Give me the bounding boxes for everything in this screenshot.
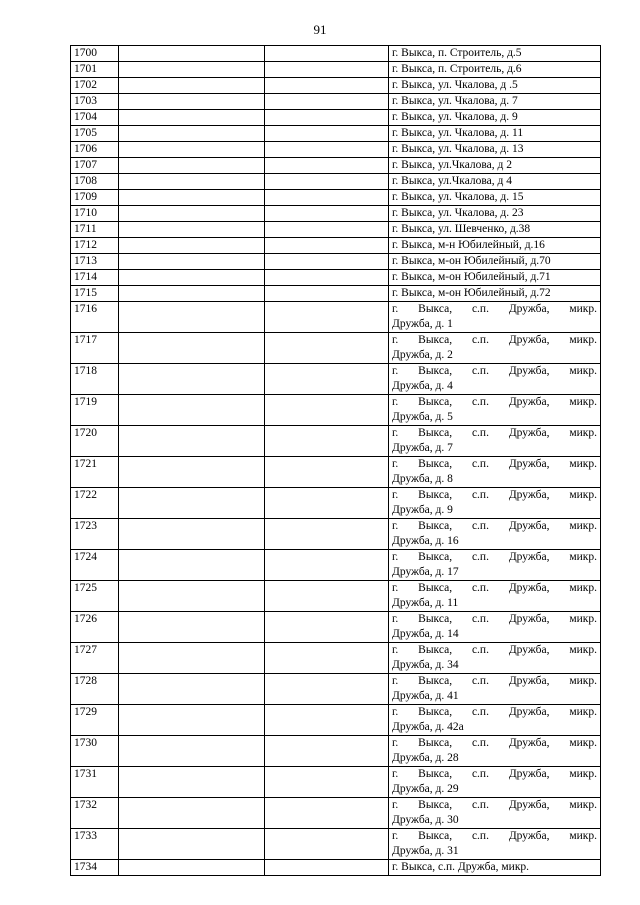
empty-cell [265,254,389,270]
address-line-1: г. Выкса, с.п. Дружба, микр. [392,799,597,811]
row-number: 1730 [71,736,119,767]
table-row [71,302,601,333]
address-line-1: г. Выкса, ул. Шевченко, д.38 [392,223,531,235]
address-line-1: г. Выкса, с.п. Дружба, микр. [392,737,597,749]
row-number: 1731 [71,767,119,798]
address-cell [389,222,601,238]
empty-cell [265,426,389,457]
table-row [71,238,601,254]
address-cell [389,158,601,174]
address-cell [389,238,601,254]
empty-cell [119,674,265,705]
address-line-2: Дружба, д. 29 [392,783,459,795]
empty-cell [119,395,265,426]
address-line-2: Дружба, д. 5 [392,411,453,423]
table-row [71,674,601,705]
empty-cell [265,206,389,222]
empty-cell [119,158,265,174]
row-number: 1716 [71,302,119,333]
table-row [71,174,601,190]
empty-cell [119,798,265,829]
address-line-1: г. Выкса, ул. Чкалова, д. 7 [392,95,518,107]
address-cell [389,206,601,222]
row-number: 1723 [71,519,119,550]
empty-cell [119,190,265,206]
address-line-1: г. Выкса, с.п. Дружба, микр. [392,303,597,315]
address-line-1: г. Выкса, ул.Чкалова, д 4 [392,175,513,187]
table-row [71,333,601,364]
empty-cell [119,222,265,238]
empty-cell [119,333,265,364]
empty-cell [265,643,389,674]
address-line-2: Дружба, д. 16 [392,535,459,547]
empty-cell [265,94,389,110]
empty-cell [265,174,389,190]
row-number: 1708 [71,174,119,190]
address-line-2: Дружба, д. 28 [392,752,459,764]
empty-cell [119,519,265,550]
address-line-1: г. Выкса, с.п. Дружба, микр. [392,644,597,656]
address-line-2: Дружба, д. 2 [392,349,453,361]
row-number: 1725 [71,581,119,612]
empty-cell [119,705,265,736]
row-number: 1714 [71,270,119,286]
address-cell [389,126,601,142]
address-table-body [71,46,601,876]
empty-cell [119,767,265,798]
empty-cell [119,488,265,519]
row-number: 1732 [71,798,119,829]
empty-cell [265,612,389,643]
address-cell [389,829,601,860]
address-line-1: г. Выкса, м-он Юбилейный, д.71 [392,271,551,283]
address-line-1: г. Выкса, ул. Чкалова, д .5 [392,79,518,91]
table-row [71,767,601,798]
empty-cell [119,364,265,395]
empty-cell [265,488,389,519]
empty-cell [265,705,389,736]
table-row [71,190,601,206]
address-line-2: Дружба, д. 7 [392,442,453,454]
address-cell [389,270,601,286]
empty-cell [119,736,265,767]
empty-cell [265,110,389,126]
table-row [71,581,601,612]
empty-cell [119,286,265,302]
address-line-2: Дружба, д. 31 [392,845,459,857]
row-number: 1701 [71,62,119,78]
empty-cell [265,238,389,254]
address-line-1: г. Выкса, с.п. Дружба, микр. [392,582,597,594]
address-cell [389,286,601,302]
empty-cell [119,612,265,643]
row-number: 1721 [71,457,119,488]
address-cell [389,78,601,94]
row-number: 1704 [71,110,119,126]
address-line-1: г. Выкса, с.п. Дружба, микр. [392,489,597,501]
empty-cell [265,286,389,302]
table-row [71,126,601,142]
table-row [71,94,601,110]
row-number: 1700 [71,46,119,62]
address-line-1: г. Выкса, с.п. Дружба, микр. [392,675,597,687]
empty-cell [265,46,389,62]
row-number: 1703 [71,94,119,110]
empty-cell [265,158,389,174]
address-cell [389,395,601,426]
address-line-1: г. Выкса, ул. Чкалова, д. 15 [392,191,524,203]
address-line-1: г. Выкса, ул. Чкалова, д. 23 [392,207,524,219]
address-line-1: г. Выкса, ул.Чкалова, д 2 [392,159,513,171]
empty-cell [119,174,265,190]
address-cell [389,705,601,736]
address-cell [389,860,601,876]
address-line-2: Дружба, д. 30 [392,814,459,826]
address-cell [389,550,601,581]
address-line-1: г. Выкса, м-он Юбилейный, д.70 [392,255,551,267]
empty-cell [265,222,389,238]
empty-cell [119,581,265,612]
empty-cell [119,270,265,286]
table-row [71,270,601,286]
address-line-1: г. Выкса, с.п. Дружба, микр. [392,768,597,780]
row-number: 1726 [71,612,119,643]
address-line-2: Дружба, д. 42а [392,721,464,733]
empty-cell [265,190,389,206]
empty-cell [265,302,389,333]
address-cell [389,302,601,333]
row-number: 1712 [71,238,119,254]
empty-cell [265,457,389,488]
address-line-1: г. Выкса, с.п. Дружба, микр. [392,396,597,408]
address-cell [389,581,601,612]
empty-cell [119,110,265,126]
row-number: 1728 [71,674,119,705]
row-number: 1724 [71,550,119,581]
empty-cell [119,78,265,94]
address-cell [389,457,601,488]
empty-cell [119,62,265,78]
empty-cell [119,46,265,62]
address-line-1: г. Выкса, ул. Чкалова, д. 13 [392,143,524,155]
page-number: 91 [313,22,327,37]
address-line-1: г. Выкса, ул. Чкалова, д. 11 [392,127,524,139]
address-line-2: Дружба, д. 1 [392,318,453,330]
empty-cell [265,395,389,426]
table-row [71,158,601,174]
empty-cell [119,643,265,674]
address-cell [389,426,601,457]
table-row [71,519,601,550]
empty-cell [265,126,389,142]
empty-cell [265,78,389,94]
address-cell [389,142,601,158]
address-cell [389,333,601,364]
empty-cell [119,860,265,876]
address-line-1: г. Выкса, с.п. Дружба, микр. [392,365,597,377]
address-cell [389,674,601,705]
address-cell [389,643,601,674]
table-row [71,550,601,581]
empty-cell [265,581,389,612]
address-line-1: г. Выкса, с.п. Дружба, микр. [392,334,597,346]
address-line-2: Дружба, д. 34 [392,659,459,671]
address-line-1: г. Выкса, с.п. Дружба, микр. [392,427,597,439]
table-row [71,286,601,302]
table-row [71,206,601,222]
address-line-2: Дружба, д. 14 [392,628,459,640]
table-row [71,62,601,78]
table-row [71,395,601,426]
empty-cell [265,550,389,581]
row-number: 1702 [71,78,119,94]
empty-cell [265,674,389,705]
table-row [71,364,601,395]
row-number: 1710 [71,206,119,222]
table-row [71,142,601,158]
empty-cell [119,426,265,457]
address-cell [389,519,601,550]
empty-cell [119,94,265,110]
table-row [71,457,601,488]
address-line-1: г. Выкса, с.п. Дружба, микр. [392,706,597,718]
address-cell [389,110,601,126]
address-cell [389,94,601,110]
address-line-1: г. Выкса, п. Строитель, д.6 [392,63,522,75]
row-number: 1711 [71,222,119,238]
address-cell [389,364,601,395]
address-line-1: г. Выкса, с.п. Дружба, микр. [392,613,597,625]
empty-cell [119,457,265,488]
table-row [71,705,601,736]
row-number: 1707 [71,158,119,174]
empty-cell [265,519,389,550]
empty-cell [119,550,265,581]
address-cell [389,46,601,62]
address-cell [389,798,601,829]
empty-cell [265,62,389,78]
address-line-1: г. Выкса, п. Строитель, д.5 [392,47,522,59]
address-cell [389,767,601,798]
empty-cell [265,860,389,876]
table-row [71,46,601,62]
row-number: 1729 [71,705,119,736]
table-row [71,736,601,767]
table-row [71,254,601,270]
empty-cell [119,206,265,222]
table-row [71,612,601,643]
row-number: 1718 [71,364,119,395]
empty-cell [265,142,389,158]
row-number: 1719 [71,395,119,426]
address-line-2: Дружба, д. 41 [392,690,459,702]
empty-cell [119,829,265,860]
address-line-1: г. Выкса, с.п. Дружба, микр. [392,861,530,873]
address-line-1: г. Выкса, м-он Юбилейный, д.72 [392,287,551,299]
empty-cell [119,302,265,333]
table-row [71,222,601,238]
row-number: 1715 [71,286,119,302]
address-cell [389,174,601,190]
address-cell [389,736,601,767]
address-line-1: г. Выкса, с.п. Дружба, микр. [392,458,597,470]
table-row [71,860,601,876]
address-cell [389,254,601,270]
row-number: 1717 [71,333,119,364]
address-line-2: Дружба, д. 4 [392,380,453,392]
address-line-1: г. Выкса, м-н Юбилейный, д.16 [392,239,545,251]
row-number: 1720 [71,426,119,457]
address-line-1: г. Выкса, ул. Чкалова, д. 9 [392,111,518,123]
row-number: 1727 [71,643,119,674]
empty-cell [119,126,265,142]
address-line-1: г. Выкса, с.п. Дружба, микр. [392,520,597,532]
table-row [71,488,601,519]
row-number: 1706 [71,142,119,158]
address-cell [389,488,601,519]
empty-cell [265,364,389,395]
empty-cell [265,798,389,829]
address-line-2: Дружба, д. 9 [392,504,453,516]
address-line-2: Дружба, д. 11 [392,597,459,609]
row-number: 1734 [71,860,119,876]
empty-cell [119,142,265,158]
row-number: 1709 [71,190,119,206]
address-cell [389,612,601,643]
table-row [71,643,601,674]
table-row [71,798,601,829]
address-line-1: г. Выкса, с.п. Дружба, микр. [392,830,597,842]
empty-cell [265,270,389,286]
table-row [71,78,601,94]
row-number: 1722 [71,488,119,519]
table-row [71,426,601,457]
empty-cell [119,238,265,254]
row-number: 1713 [71,254,119,270]
empty-cell [265,829,389,860]
empty-cell [119,254,265,270]
address-cell [389,62,601,78]
empty-cell [265,736,389,767]
empty-cell [265,767,389,798]
empty-cell [265,333,389,364]
table-row [71,829,601,860]
address-table [70,45,601,876]
address-line-2: Дружба, д. 8 [392,473,453,485]
row-number: 1733 [71,829,119,860]
table-row [71,110,601,126]
address-line-1: г. Выкса, с.п. Дружба, микр. [392,551,597,563]
address-line-2: Дружба, д. 17 [392,566,459,578]
address-cell [389,190,601,206]
row-number: 1705 [71,126,119,142]
